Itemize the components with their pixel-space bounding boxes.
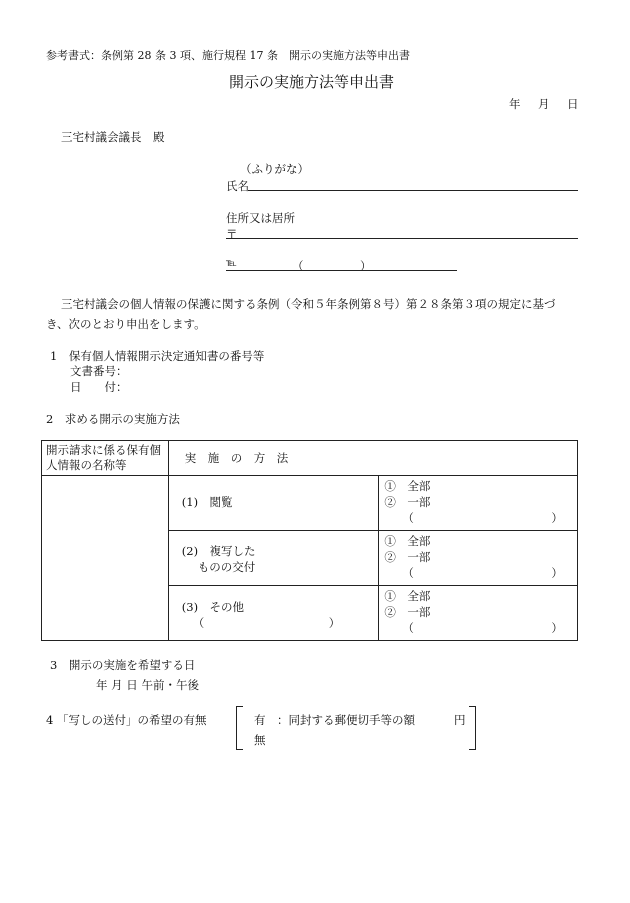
table-header-method-label: 実 施 の 方 法: [184, 451, 289, 465]
addressee: 三宅村議会議長 殿: [61, 130, 165, 144]
yen-label: 円: [454, 713, 466, 727]
paren-open: （: [402, 621, 414, 635]
right-bracket: [469, 706, 476, 750]
table-row-options: [379, 531, 578, 586]
paren-open: （: [402, 511, 414, 525]
address-label: 住所又は居所: [226, 211, 295, 225]
other-paren-open: （: [192, 616, 205, 630]
reference-line: 参考書式：条例第 28 条 3 項、施行規程 17 条 開示の実施方法等申出書: [46, 49, 410, 62]
option-part[interactable]: ② 一部: [384, 550, 431, 564]
section1-heading: 1 保有個人情報開示決定通知書の番号等: [50, 349, 265, 363]
method-label: (1) 閲覧: [181, 495, 233, 509]
option-part[interactable]: ② 一部: [384, 495, 431, 509]
table-row: [168, 531, 379, 586]
date-year: 年: [509, 97, 521, 111]
method-label-cont: ものの交付: [197, 560, 256, 574]
section3-date-line[interactable]: 年 月 日 午前・午後: [96, 678, 199, 692]
option-all[interactable]: ① 全部: [384, 479, 431, 493]
option-part[interactable]: ② 一部: [384, 605, 431, 619]
postal-mark: 〒: [226, 227, 238, 241]
table-header-method: [168, 441, 577, 476]
doc-date-label: 日 付：: [70, 380, 128, 394]
date-day: 日: [567, 97, 579, 111]
method-label: (3) その他: [181, 600, 245, 614]
section3-heading: 3 開示の実施を希望する日: [50, 658, 196, 672]
date-month: 月: [538, 97, 550, 111]
option-all[interactable]: ① 全部: [384, 534, 431, 548]
left-bracket: [236, 706, 243, 750]
other-paren-close: ）: [328, 616, 341, 630]
section2-heading: 2 求める開示の実施方法: [46, 412, 180, 426]
paren-close: ）: [551, 511, 563, 525]
doc-number-label: 文書番号：: [70, 364, 128, 378]
table-header-info-name: [42, 441, 169, 476]
paren-close: ）: [551, 566, 563, 580]
name-label: 氏名: [226, 179, 249, 193]
name-field-line[interactable]: [248, 190, 578, 191]
table-row-options: [379, 586, 578, 641]
option-all[interactable]: ① 全部: [384, 589, 431, 603]
furigana-label: （ふりがな）: [240, 162, 309, 176]
intro-line-2: き、次のとおり申出をします。: [46, 317, 206, 331]
paren-open: （: [402, 566, 414, 580]
table-header-info-line2: 人情報の名称等: [46, 458, 127, 472]
table-header-info-line1: 開示請求に係る保有個: [46, 443, 161, 457]
tel-label: ℡: [226, 258, 237, 269]
info-name-cell[interactable]: [42, 476, 169, 641]
method-label: (2) 複写した: [181, 544, 256, 558]
table-row: [168, 476, 379, 531]
section4-heading: 4 「写しの送付」の希望の有無: [46, 713, 207, 727]
paren-close: ）: [551, 621, 563, 635]
tel-field-line[interactable]: [226, 270, 457, 271]
tel-paren-close: ）: [360, 259, 372, 273]
option-yes[interactable]: 有 ：同封する郵便切手等の額: [254, 713, 415, 727]
option-no[interactable]: 無: [254, 733, 266, 747]
intro-line-1: 三宅村議会の個人情報の保護に関する条例（令和５年条例第８号）第２８条第３項の規定に基づ: [61, 297, 556, 311]
tel-paren-open: （: [292, 259, 304, 273]
page-title: 開示の実施方法等申出書: [229, 73, 395, 91]
address-field-line[interactable]: [226, 238, 578, 239]
table-row-options: [379, 476, 578, 531]
methods-table: [41, 440, 578, 641]
table-row: [168, 586, 379, 641]
